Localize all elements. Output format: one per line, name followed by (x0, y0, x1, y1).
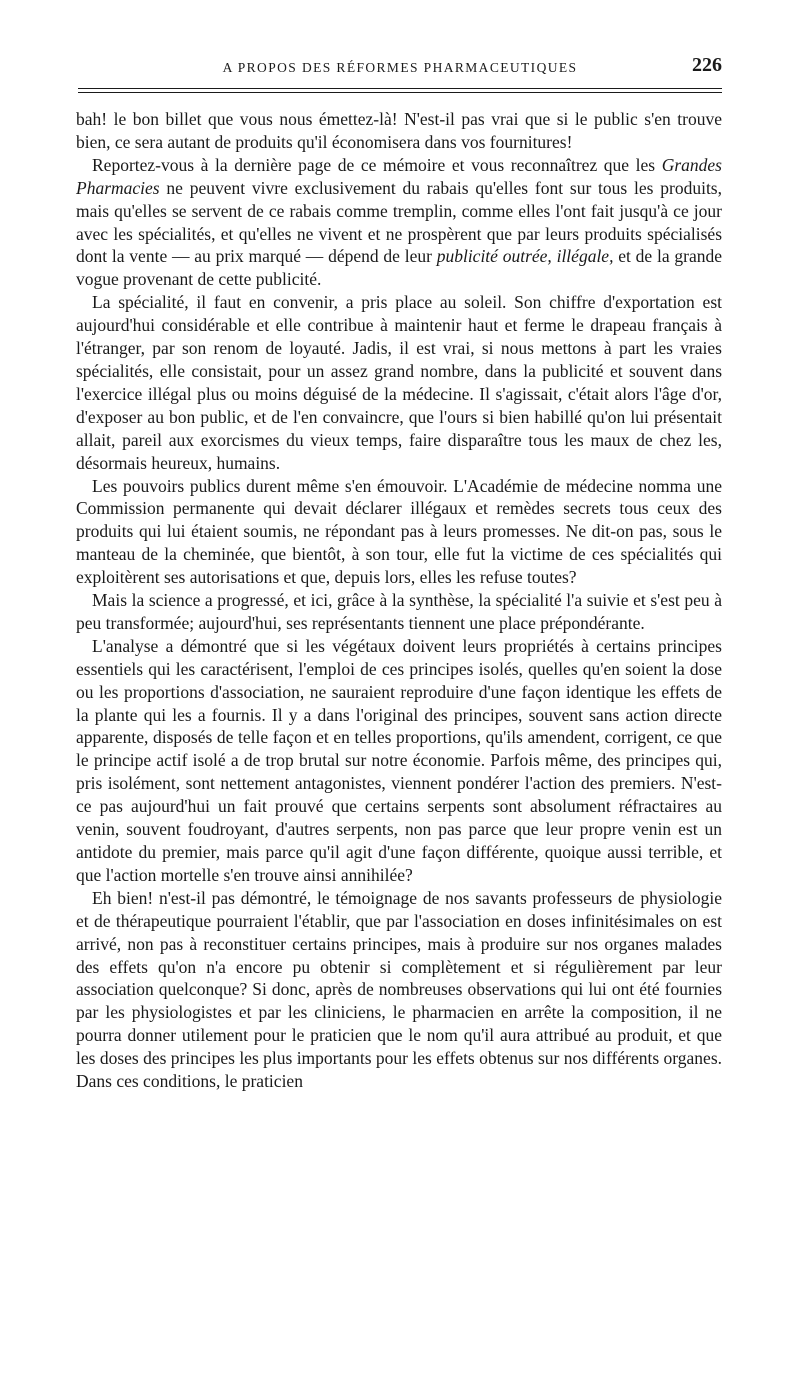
running-title: A PROPOS DES RÉFORMES PHARMACEUTIQUES (222, 60, 578, 75)
paragraph-4: Les pouvoirs publics durent même s'en émouvoir. L'Académie de médecine nomma une Commission permanente qui devait déclarer illégaux et remèdes secrets tous ceux des produits qui lui étaient soumis, ne répondant pas à leurs promesses. Ne dit-on pas, sous le manteau de la cheminée, que bientôt, à son tour, elle fut la victime de ces spécialités qui exploitèrent ses autorisations et que, depuis lors, elles les refuse toutes? (76, 475, 722, 588)
paragraph-2 (76, 154, 722, 291)
header-rule-thick (78, 88, 722, 89)
paragraph-2-emphasis-2: publicité outrée, illégale, (436, 246, 614, 267)
page-body (76, 108, 722, 1093)
running-header (76, 54, 724, 84)
paragraph-6: L'analyse a démontré que si les végétaux doivent leurs propriétés à certains principes essentiels qui les caractérisent, l'emploi de ces principes isolés, quelles qu'en soient la dose ou les proportions d'association, ne sauraient reproduire d'une façon identique les effets de la plante qui les a fournis. Il y a dans l'original des principes, souvent sans action directe apparente, disposés de telle façon et en telles proportions, qu'ils amendent, corrigent, ce que le principe actif isolé a de trop brutal sur notre économie. Parfois même, des principes qui, pris isolément, sont nettement antagonistes, viennent pondérer l'action des premiers. N'est-ce pas aujourd'hui un fait prouvé que certains serpents sont absolument réfractaires au venin, souvent foudroyant, d'autres serpents, non pas parce que leur propre venin est un antidote du premier, mais parce qu'il agit d'une façon différente, quoique aussi terrible, et que l'action mortelle s'en trouve ainsi annihilée? (76, 635, 722, 885)
paragraph-2-text-c: et de la grande vogue provenant de cette publicité. (76, 246, 722, 290)
paragraph-7: Eh bien! n'est-il pas démontré, le témoignage de nos savants professeurs de physiologie et de thérapeutique pourraient l'établir, que par l'association en doses infinitésimales on est arrivé, non pas à reconstituer certains principes, mais à produire sur nos organes malades des effets qu'on n'a encore pu obtenir si complètement et si régulièrement par leur association quelconque? Si donc, après de nombreuses observations qui lui ont été fournies par les physiologistes et par les cliniciens, le pharmacien en arrête la composition, il ne pourra donner utilement pour le praticien que le nom qu'il aura attribué au produit, et que les doses des principes les plus importants pour les effets obtenus sur nos différents organes. Dans ces conditions, le praticien (76, 887, 722, 1092)
paragraph-2-text-b: ne peuvent vivre exclusivement du rabais qu'elles font sur tous les produits, mais qu'elles se servent de ce rabais comme tremplin, comme elles l'ont fait jusqu'à ce jour avec les spécialités, et qu'elles ne vivent et ne prospèrent que par leurs produits spécialisés dont la vente — au prix marqué — dépend de leur (76, 177, 722, 267)
page-number: 226 (692, 54, 722, 76)
paragraph-5: Mais la science a progressé, et ici, grâce à la synthèse, la spécialité l'a suivie et s'est peu à peu transformée; aujourd'hui, ses représentants tiennent une place prépondérante. (76, 590, 722, 633)
paragraph-2-text-a: Reportez-vous à la dernière page de ce mémoire et vous reconnaîtrez que les (92, 154, 662, 175)
paragraph-1: bah! le bon billet que vous nous émettez-là! N'est-il pas vrai que si le public s'en trouve bien, ce sera autant de produits qu'il économisera dans vos fournitures! (76, 109, 722, 152)
paragraph-3: La spécialité, il faut en convenir, a pris place au soleil. Son chiffre d'exportation est aujourd'hui considérable et elle contribue à maintenir haut et ferme le drapeau français à l'étranger, par son renom de loyauté. Jadis, il est vrai, si nous mettons à part les vraies spécialités, elle consistait, pour un assez grand nombre, dans la publicité et souvent dans l'exercice illégal plus ou moins déguisé de la médecine. Il s'agissait, c'était alors l'âge d'or, d'exposer au bon public, et de l'en convaincre, que l'ours si bien habillé qu'on lui présentait allait, pareil aux exorcismes du vieux temps, faire disparaître tous les maux de chez les, désormais heureux, humains. (76, 292, 722, 473)
header-rule-thin (78, 92, 722, 93)
paragraph-2-emphasis-1: Grandes Pharmacies (76, 154, 722, 198)
